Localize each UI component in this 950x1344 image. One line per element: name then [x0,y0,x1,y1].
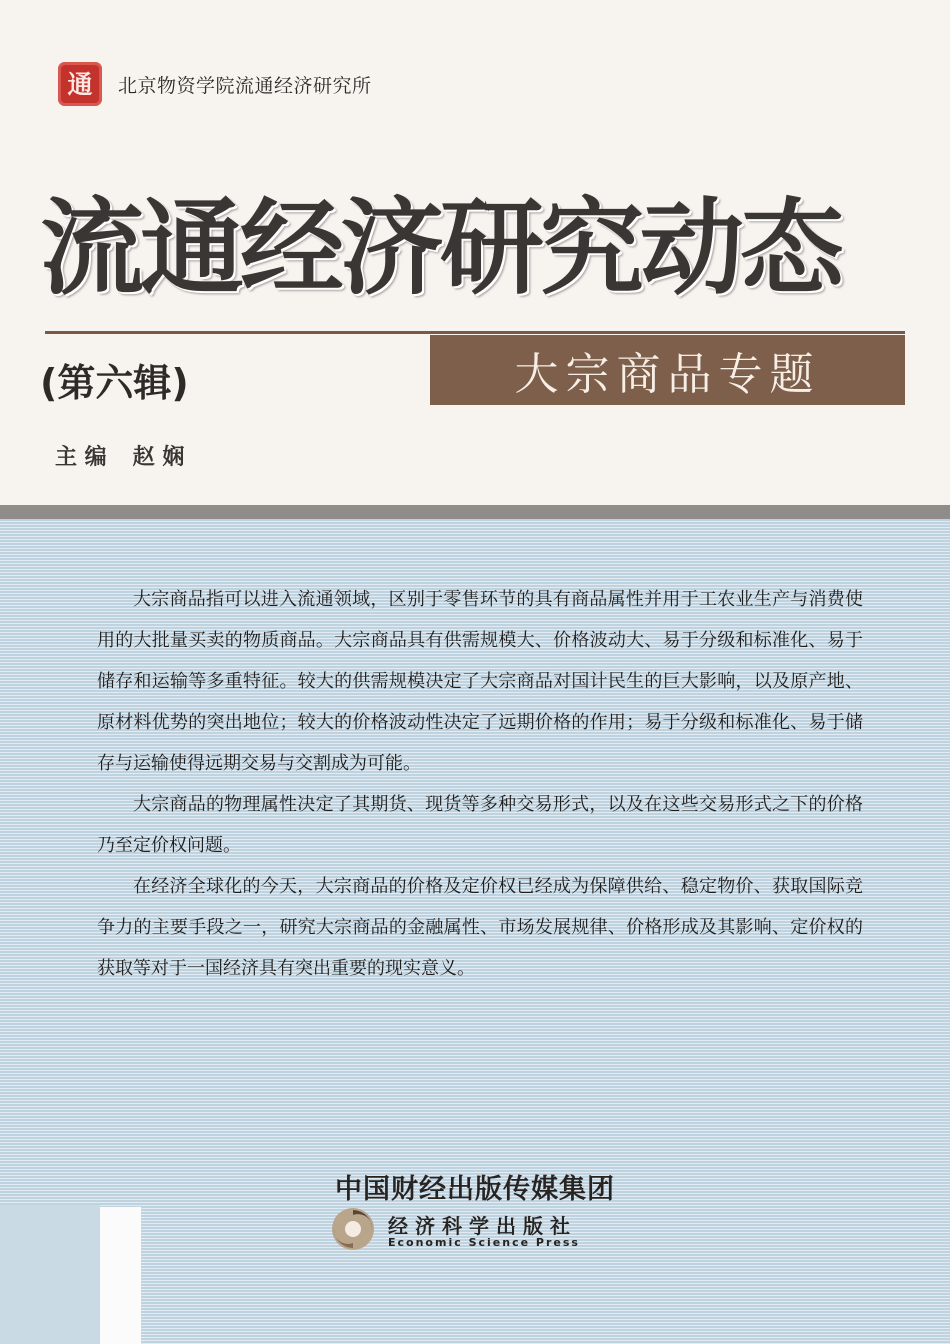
book-subtitle: 大宗商品专题 [514,349,821,400]
publisher-group: 中国财经出版传媒集团 [335,1174,615,1205]
editor-role: 主 编 [55,445,107,470]
editor-line [55,440,184,471]
blurb-paragraph: 在经济全球化的今天，大宗商品的价格及定价权已经成为保障供给、稳定物价、获取国际竞争力的主要手段之一，研究大宗商品的金融属性、市场发展规律、价格形成及其影响、定价权的获取等对于一国经济具有突出重要的现实意义。 [97,876,863,979]
blurb-paragraph: 大宗商品的物理属性决定了其期货、现货等多种交易形式，以及在这些交易形式之下的价格乃至定价权问题。 [97,794,863,856]
editor-name: 赵 娴 [132,445,185,470]
volume-label: (第六辑) [40,361,189,405]
institute-name: 北京物资学院流通经济研究所 [118,75,372,97]
blurb-text [97,579,863,989]
seal-logo [58,62,102,106]
barcode-area-left [0,1205,100,1344]
barcode-sticker [100,1207,141,1344]
title-rule [45,331,905,334]
press-name: 经济科学出版社 [388,1214,577,1238]
seal-char: 通 [67,69,93,99]
press-name-english: Economic Science Press [388,1236,580,1249]
blurb-paragraph: 大宗商品指可以进入流通领域，区别于零售环节的具有商品属性并用于工农业生产与消费使用的大批量买卖的物质商品。大宗商品具有供需规模大、价格波动大、易于分级和标准化、易于储存和运输等多重特征。较大的供需规模决定了大宗商品对国计民生的巨大影响，以及原产地、原材料优势的突出地位；较大的价格波动性决定了远期价格的作用；易于分级和标准化、易于储存与运输使得远期交易与交割成为可能。 [97,589,863,774]
press-logo-icon [330,1206,376,1252]
subtitle-banner [430,335,905,405]
book-title: 流通经济研究动态 [40,187,841,309]
gray-divider [0,505,950,519]
